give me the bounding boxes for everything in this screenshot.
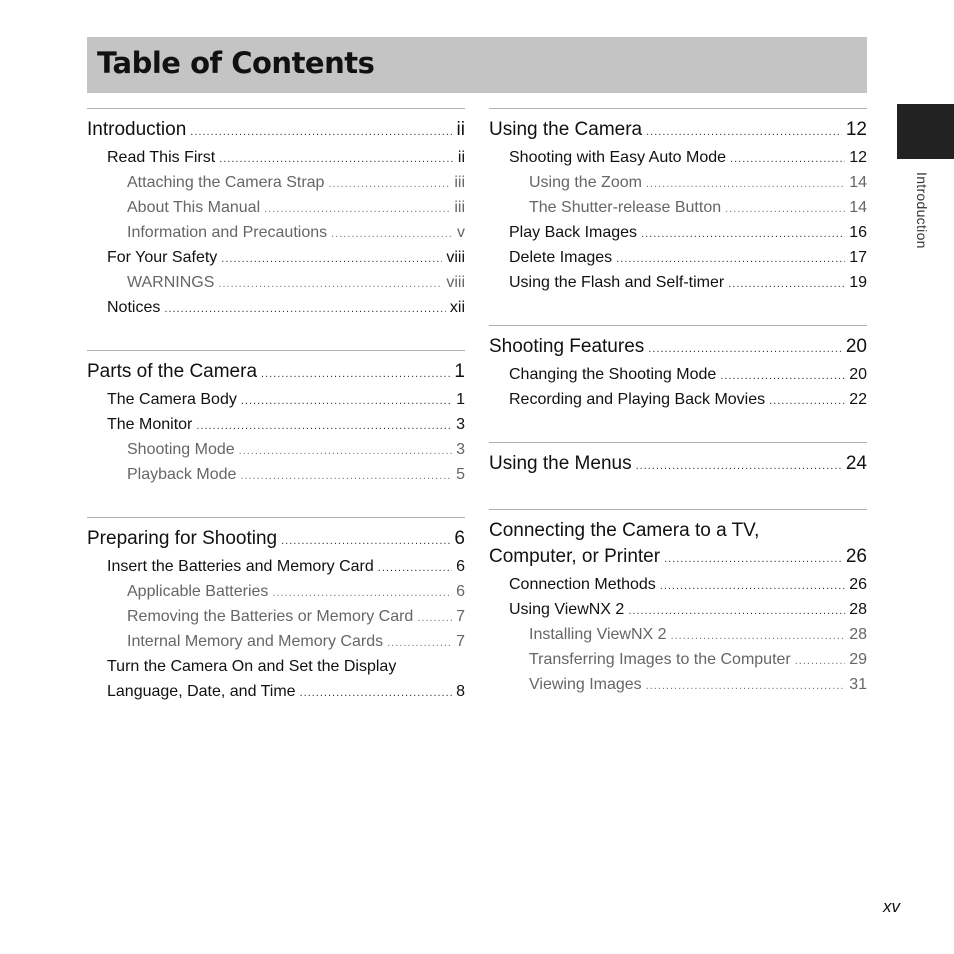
toc-entry[interactable] — [87, 608, 465, 633]
toc-entry-page: 17 — [849, 249, 867, 266]
dot-leader — [671, 630, 846, 642]
toc-entry-page: 20 — [849, 366, 867, 383]
dot-leader — [164, 303, 446, 315]
toc-entry-page: 8 — [456, 683, 465, 700]
toc-section-heading[interactable] — [489, 119, 867, 149]
dot-leader — [300, 687, 453, 699]
dot-leader — [387, 637, 452, 649]
toc-entry[interactable] — [87, 558, 465, 583]
toc-entry[interactable] — [489, 274, 867, 299]
toc-entry-title: For Your Safety — [107, 249, 218, 266]
toc-entry-title: Attaching the Camera Strap — [127, 174, 325, 191]
toc-entry-page: 7 — [456, 608, 465, 625]
toc-entry-page: 22 — [849, 391, 867, 408]
dot-leader — [218, 278, 442, 290]
dot-leader — [328, 178, 450, 190]
dot-leader — [728, 278, 845, 290]
toc-entry-title: Shooting Features — [489, 336, 645, 357]
dot-leader — [628, 605, 845, 617]
toc-entry-page: ii — [457, 149, 465, 166]
toc-entry-page: viii — [446, 274, 465, 291]
toc-entry[interactable] — [489, 676, 867, 701]
toc-entry[interactable] — [489, 249, 867, 274]
toc-entry-page: 12 — [849, 149, 867, 166]
dot-leader — [664, 553, 842, 565]
toc-entry[interactable] — [87, 199, 465, 224]
toc-section-heading[interactable] — [489, 453, 867, 483]
toc-entry-title: Changing the Shooting Mode — [509, 366, 717, 383]
toc-section — [87, 350, 465, 505]
toc-entry-page: 3 — [456, 416, 465, 433]
toc-entry[interactable] — [87, 391, 465, 416]
dot-leader — [660, 580, 845, 592]
toc-entry-title: About This Manual — [127, 199, 261, 216]
toc-entry-title: WARNINGS — [127, 274, 215, 291]
toc-entry-line2[interactable] — [87, 683, 465, 708]
toc-entry-title: Information and Precautions — [127, 224, 328, 241]
dot-leader — [190, 126, 452, 138]
toc-entry-page: ii — [456, 119, 465, 140]
toc-entry-page: 6 — [456, 558, 465, 575]
toc-section-heading[interactable] — [489, 336, 867, 366]
toc-entry[interactable] — [87, 466, 465, 491]
toc-entry-title: The Monitor — [107, 416, 193, 433]
toc-entry-title: Viewing Images — [529, 676, 642, 693]
toc-entry[interactable] — [489, 601, 867, 626]
toc-entry[interactable] — [87, 274, 465, 299]
toc-entry-page: 16 — [849, 224, 867, 241]
toc-entry-page: 1 — [454, 361, 465, 382]
toc-entry-page: 31 — [849, 676, 867, 693]
toc-section-heading-line2[interactable] — [489, 546, 867, 576]
toc-entry-page: iii — [454, 199, 465, 216]
toc-entry-title: Using the Flash and Self-timer — [509, 274, 725, 291]
toc-entry-page: iii — [454, 174, 465, 191]
toc-entry-page: 3 — [456, 441, 465, 458]
toc-entry-title: Transferring Images to the Computer — [529, 651, 791, 668]
dot-leader — [769, 395, 845, 407]
toc-entry[interactable] — [87, 249, 465, 274]
toc-entry[interactable] — [489, 174, 867, 199]
toc-entry-page: v — [457, 224, 465, 241]
toc-entry-title: Playback Mode — [127, 466, 237, 483]
toc-entry-page: xii — [449, 299, 465, 316]
toc-entry[interactable] — [489, 149, 867, 174]
toc-entry-title: The Camera Body — [107, 391, 237, 408]
dot-leader — [281, 535, 450, 547]
toc-section-heading[interactable] — [87, 361, 465, 391]
toc-entry-title: Parts of the Camera — [87, 361, 258, 382]
toc-entry-line1[interactable]: Turn the Camera On and Set the Display — [107, 658, 397, 675]
toc-section — [87, 108, 465, 338]
toc-entry-title: Play Back Images — [509, 224, 638, 241]
toc-entry-title: Shooting with Easy Auto Mode — [509, 149, 727, 166]
dot-leader — [616, 253, 845, 265]
toc-entry-page: 12 — [845, 119, 867, 140]
toc-entry[interactable] — [87, 416, 465, 441]
dot-leader — [641, 228, 845, 240]
toc-entry[interactable] — [489, 366, 867, 391]
toc-entry[interactable] — [489, 626, 867, 651]
toc-entry-title: Recording and Playing Back Movies — [509, 391, 766, 408]
toc-entry-title: The Shutter-release Button — [529, 199, 722, 216]
toc-column-left — [87, 108, 465, 734]
toc-section — [87, 517, 465, 722]
toc-section — [489, 509, 867, 715]
toc-entry-title: Using ViewNX 2 — [509, 601, 625, 618]
toc-entry[interactable] — [87, 441, 465, 466]
dot-leader — [646, 178, 845, 190]
toc-entry-page: 7 — [456, 633, 465, 650]
toc-entry[interactable] — [489, 199, 867, 224]
toc-section — [489, 108, 867, 313]
toc-entry-page: 26 — [845, 546, 867, 567]
dot-leader — [730, 153, 845, 165]
toc-section-heading[interactable] — [87, 119, 465, 149]
dot-leader — [378, 562, 452, 574]
dot-leader — [272, 587, 452, 599]
toc-entry-page: 14 — [849, 199, 867, 216]
toc-entry-page: 24 — [845, 453, 867, 474]
dot-leader — [264, 203, 450, 215]
dot-leader — [239, 445, 452, 457]
toc-entry-title: Connection Methods — [509, 576, 656, 593]
toc-entry-title: Internal Memory and Memory Cards — [127, 633, 384, 650]
toc-entry-title: Using the Menus — [489, 453, 632, 474]
side-section-label: Introduction — [914, 172, 930, 249]
dot-leader — [795, 655, 845, 667]
dot-leader — [417, 612, 452, 624]
toc-entry[interactable] — [87, 149, 465, 174]
section-tab-marker — [897, 104, 954, 159]
dot-leader — [720, 370, 845, 382]
page-title: Table of Contents — [97, 46, 375, 80]
toc-entry[interactable] — [87, 174, 465, 199]
toc-section-heading[interactable] — [87, 528, 465, 558]
toc-entry-page: 26 — [849, 576, 867, 593]
toc-entry-title: Preparing for Shooting — [87, 528, 278, 549]
toc-entry[interactable] — [489, 576, 867, 601]
toc-entry-title: Notices — [107, 299, 161, 316]
toc-entry[interactable] — [489, 224, 867, 249]
toc-entry-title: Using the Camera — [489, 119, 643, 140]
toc-entry-page: 1 — [456, 391, 465, 408]
toc-entry-page: 6 — [456, 583, 465, 600]
toc-entry[interactable] — [489, 651, 867, 676]
toc-entry-title: Shooting Mode — [127, 441, 235, 458]
toc-entry[interactable] — [87, 633, 465, 658]
dot-leader — [241, 395, 452, 407]
toc-entry-page: 28 — [849, 626, 867, 643]
toc-entry-title: Removing the Batteries or Memory Card — [127, 608, 414, 625]
toc-entry-page: 14 — [849, 174, 867, 191]
toc-entry-title: Computer, or Printer — [489, 546, 661, 567]
toc-entry-title: Installing ViewNX 2 — [529, 626, 667, 643]
title-bar — [87, 37, 867, 93]
toc-entry-title: Read This First — [107, 149, 216, 166]
toc-entry-page: 6 — [454, 528, 465, 549]
toc-entry[interactable] — [87, 224, 465, 249]
toc-column-right — [489, 108, 867, 727]
dot-leader — [646, 126, 842, 138]
toc-entry-page: 29 — [849, 651, 867, 668]
toc-entry-title: Introduction — [87, 119, 187, 140]
dot-leader — [648, 343, 842, 355]
toc-entry-page: 20 — [845, 336, 867, 357]
toc-entry-title: Insert the Batteries and Memory Card — [107, 558, 374, 575]
toc-section — [489, 442, 867, 497]
dot-leader — [725, 203, 845, 215]
dot-leader — [331, 228, 453, 240]
dot-leader — [196, 420, 452, 432]
toc-section — [489, 325, 867, 430]
toc-entry[interactable] — [87, 583, 465, 608]
toc-entry-title: Delete Images — [509, 249, 613, 266]
toc-entry-title: Applicable Batteries — [127, 583, 269, 600]
toc-entry-title: Language, Date, and Time — [107, 683, 296, 700]
dot-leader — [221, 253, 442, 265]
toc-entry[interactable] — [87, 299, 465, 324]
page-number: xv — [883, 897, 900, 916]
dot-leader — [636, 460, 842, 472]
toc-entry-page: 28 — [849, 601, 867, 618]
toc-entry-page: 19 — [849, 274, 867, 291]
dot-leader — [240, 470, 452, 482]
dot-leader — [646, 680, 846, 692]
toc-section-heading-line1[interactable]: Connecting the Camera to a TV, — [489, 520, 760, 541]
toc-entry-title: Using the Zoom — [529, 174, 642, 191]
toc-entry-page: 5 — [456, 466, 465, 483]
dot-leader — [261, 368, 450, 380]
toc-entry[interactable] — [489, 391, 867, 416]
toc-entry-page: viii — [446, 249, 465, 266]
dot-leader — [219, 153, 454, 165]
